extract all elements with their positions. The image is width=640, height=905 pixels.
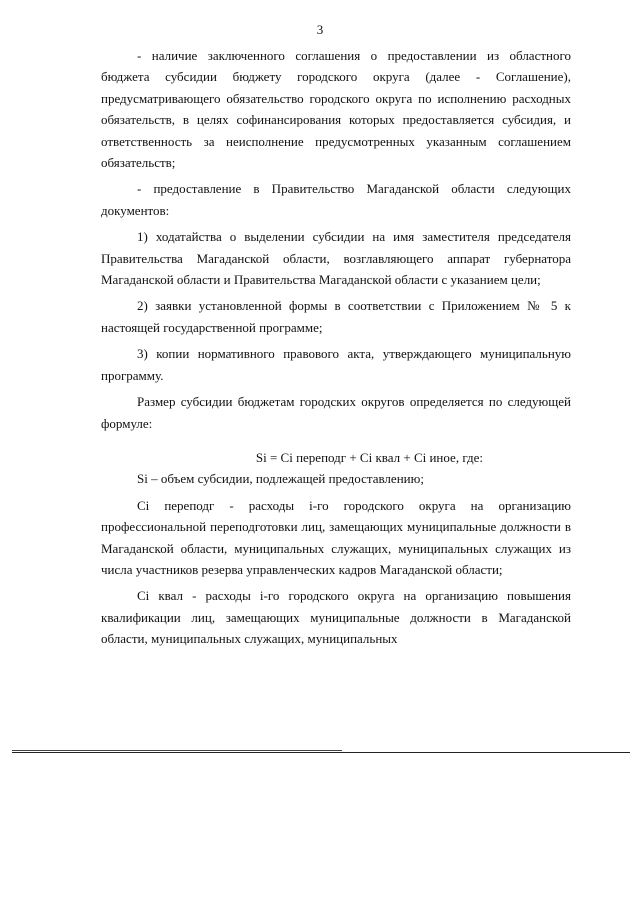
definition-si: Si – объем субсидии, подлежащей предоставлению;	[137, 471, 424, 487]
paragraph-item-2: 2) заявки установленной формы в соответствии с Приложением № 5 к настоящей государственной программе;	[101, 298, 571, 335]
footer-rule-segment	[12, 750, 342, 751]
paragraph-formula-intro: Размер субсидии бюджетам городских округов определяется по следующей формуле:	[101, 394, 571, 431]
paragraph-item-1: 1) ходатайства о выделении субсидии на имя заместителя председателя Правительства Магаданской области, возглавляющего аппарат губернатора Магаданской области и Правительства Магаданской области с указанием цели;	[101, 229, 571, 288]
page-number: 3	[316, 22, 324, 37]
definition-ci-kval: Ci квал - расходы i-го городского округа на организацию повышения квалификации лиц, замещающих муниципальные должности в Магаданской области, муниципальных служащих, муниципальных	[101, 588, 571, 647]
definition-ci-perepodg: Ci переподг - расходы i-го городского округа на организацию профессиональной переподготовки лиц, замещающих муниципальные должности в Магаданской области, муниципальных служащих, муниципальных служащих из числа участников резерва управленческих кадров Магаданской области;	[101, 497, 571, 577]
paragraph-agreement: - наличие заключенного соглашения о предоставлении из областного бюджета субсидии бюджету городского округа (далее - Соглашение), предусматривающего обязательство городского округа по исполнению расходных обязательств, в целях софинансирования которых предоставляется субсидия, и ответственность за неисполнение предусмотренных указанным соглашением обязательств;	[101, 48, 571, 171]
footer-rule	[12, 752, 630, 753]
document-body	[101, 45, 571, 650]
paragraph-documents: - предоставление в Правительство Магаданской области следующих документов:	[101, 181, 571, 218]
formula: Si = Ci переподг + Ci квал + Ci иное, где:	[255, 449, 483, 465]
paragraph-item-3: 3) копии нормативного правового акта, утверждающего муниципальную программу.	[101, 346, 571, 383]
